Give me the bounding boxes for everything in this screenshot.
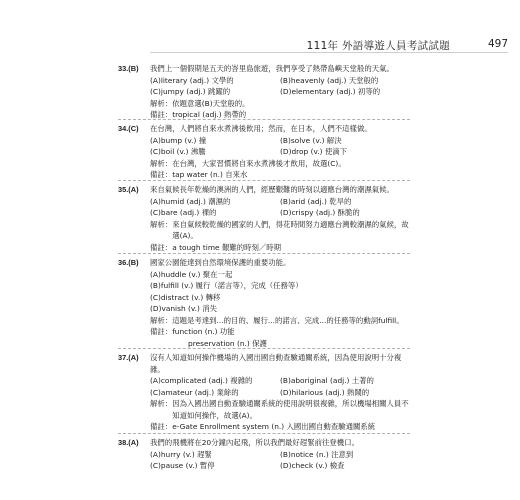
option-b: (B)fulfill (v.) 履行（諾言等），完成（任務等）	[150, 281, 303, 290]
options	[150, 75, 410, 98]
analysis-text: 因為入國出國自動查驗通關系統的使用說明很複雜，所以機場相關人員不知道如何操作，故選(A)。	[172, 399, 409, 420]
remark-text: tap water (n.) 自來水	[172, 170, 248, 179]
question-number: 37.(A)	[118, 353, 139, 362]
option-b: (B)notice (n.) 注意到	[280, 449, 354, 459]
remark-label: 備註：	[150, 242, 173, 252]
question-text: 在台灣，人們將自來水煮沸後飲用；然而，在日本，人們不這樣做。	[150, 124, 372, 133]
option-c: (C)boil (v.) 沸騰	[150, 147, 206, 156]
remark-label: 備註：	[150, 110, 173, 119]
option-a: (A)bump (v.) 撞	[150, 135, 207, 145]
analysis	[150, 315, 410, 327]
options	[150, 135, 410, 158]
question-text: 沒有人知道如何操作機場的入國出國自動查驗通關系統，因為使用說明十分複雜。	[150, 353, 402, 374]
divider	[118, 348, 410, 349]
option-c: (C)jumpy (adj.) 跳躍的	[150, 87, 231, 96]
analysis-label: 解析：	[150, 158, 173, 168]
divider	[118, 119, 410, 120]
option-b: (B)solve (v.) 解決	[280, 135, 342, 145]
option-b: (B)heavenly (adj.) 天堂般的	[280, 75, 379, 85]
analysis-label: 解析：	[150, 315, 173, 325]
analysis	[150, 158, 410, 170]
analysis-text: 在台灣，大家習慣將自來水煮沸後才飲用，故選(C)。	[172, 158, 346, 168]
remark	[150, 169, 410, 181]
analysis-text: 來自氣候較乾燥的國家的人們，得花時間努力適應台灣較潮濕的氣候，故選(A)。	[172, 219, 409, 240]
divider	[118, 433, 410, 434]
option-d: (D)drop (v.) 使滴下	[280, 147, 348, 156]
option-a: (A)literary (adj.) 文學的	[150, 75, 234, 85]
option-d: (D)crispy (adj.) 酥脆的	[280, 208, 360, 217]
option-d: (D)vanish (v.) 消失	[150, 304, 218, 313]
page-header	[0, 38, 520, 52]
remark-text-2: preservation (n.) 保護	[188, 338, 267, 348]
analysis-label: 解析：	[150, 219, 173, 229]
options	[150, 269, 410, 315]
question-number: 34.(C)	[118, 124, 139, 133]
question-text: 我們的飛機將在20分鐘內起飛，所以我們最好趕緊前往登機口。	[150, 438, 359, 447]
analysis	[150, 219, 410, 242]
option-a: (A)hurry (v.) 趕緊	[150, 449, 212, 459]
remark-text: a tough time 艱難的時刻／時期	[172, 242, 282, 252]
header-rule	[150, 52, 508, 53]
option-a: (A)huddle (v.) 聚在一起	[150, 269, 233, 279]
options	[150, 375, 410, 398]
options	[150, 449, 410, 472]
option-d: (D)check (v.) 檢查	[280, 461, 345, 470]
question-35	[118, 184, 410, 253]
remark-label: 備註：	[150, 327, 173, 336]
option-b: (B)aboriginal (adj.) 土著的	[280, 376, 374, 385]
analysis-label: 解析：	[150, 399, 173, 408]
remark-text: function (n.) 功能	[172, 327, 235, 336]
remark	[150, 242, 410, 254]
analysis	[150, 398, 410, 421]
question-number: 35.(A)	[118, 185, 139, 194]
remark	[150, 326, 410, 338]
remark-text: e-Gate Enrollment system (n.) 入國出國自動查驗通關系統	[172, 422, 376, 431]
option-c: (C)pause (v.) 暫停	[150, 461, 215, 470]
option-c: (C)bare (adj.) 裸的	[150, 208, 217, 217]
option-c: (C)amateur (adj.) 業餘的	[150, 387, 239, 397]
option-d: (D)elementary (adj.) 初等的	[280, 87, 381, 96]
question-36	[118, 257, 410, 349]
analysis	[150, 98, 410, 110]
remark	[150, 421, 410, 433]
remark-text: tropical (adj.) 熱帶的	[172, 110, 247, 119]
option-c: (C)distract (v.) 轉移	[150, 292, 221, 302]
analysis-text: 依題意選(B)天堂般的。	[172, 98, 250, 108]
option-a: (A)humid (adj.) 潮濕的	[150, 196, 231, 206]
remark-label: 備註：	[150, 422, 173, 431]
remark-label: 備註：	[150, 170, 173, 179]
option-b: (B)arid (adj.) 乾旱的	[280, 196, 352, 206]
question-number: 33.(B)	[118, 64, 139, 73]
option-a: (A)complicated (adj.) 複雜的	[150, 376, 253, 385]
divider	[118, 253, 410, 254]
question-34	[118, 123, 410, 181]
question-text: 來自氣候長年乾燥的澳洲的人們，經歷艱難的時刻以適應台灣的潮濕氣候。	[150, 185, 394, 194]
book-title: 111年 外語導遊人員考試試題	[306, 40, 450, 52]
question-33	[118, 63, 410, 121]
option-d: (D)hilarious (adj.) 熱鬧的	[280, 387, 370, 397]
options	[150, 196, 410, 219]
question-38	[118, 437, 410, 472]
question-text: 我們上一個假期是五天的峇里島旅遊，我們享受了熱帶島嶼天堂般的天氣。	[150, 64, 394, 73]
question-number: 36.(B)	[118, 258, 139, 267]
analysis-label: 解析：	[150, 98, 173, 108]
question-37	[118, 352, 410, 433]
question-text: 國家公園能達到自然環境保護的重要功能。	[150, 258, 291, 267]
page-number: 497	[487, 38, 508, 50]
question-number: 38.(A)	[118, 438, 139, 447]
divider	[118, 180, 410, 181]
analysis-text: 這題是考達到...的目的、履行...的諾言、完成...的任務等的動詞fulfill。	[172, 315, 404, 325]
